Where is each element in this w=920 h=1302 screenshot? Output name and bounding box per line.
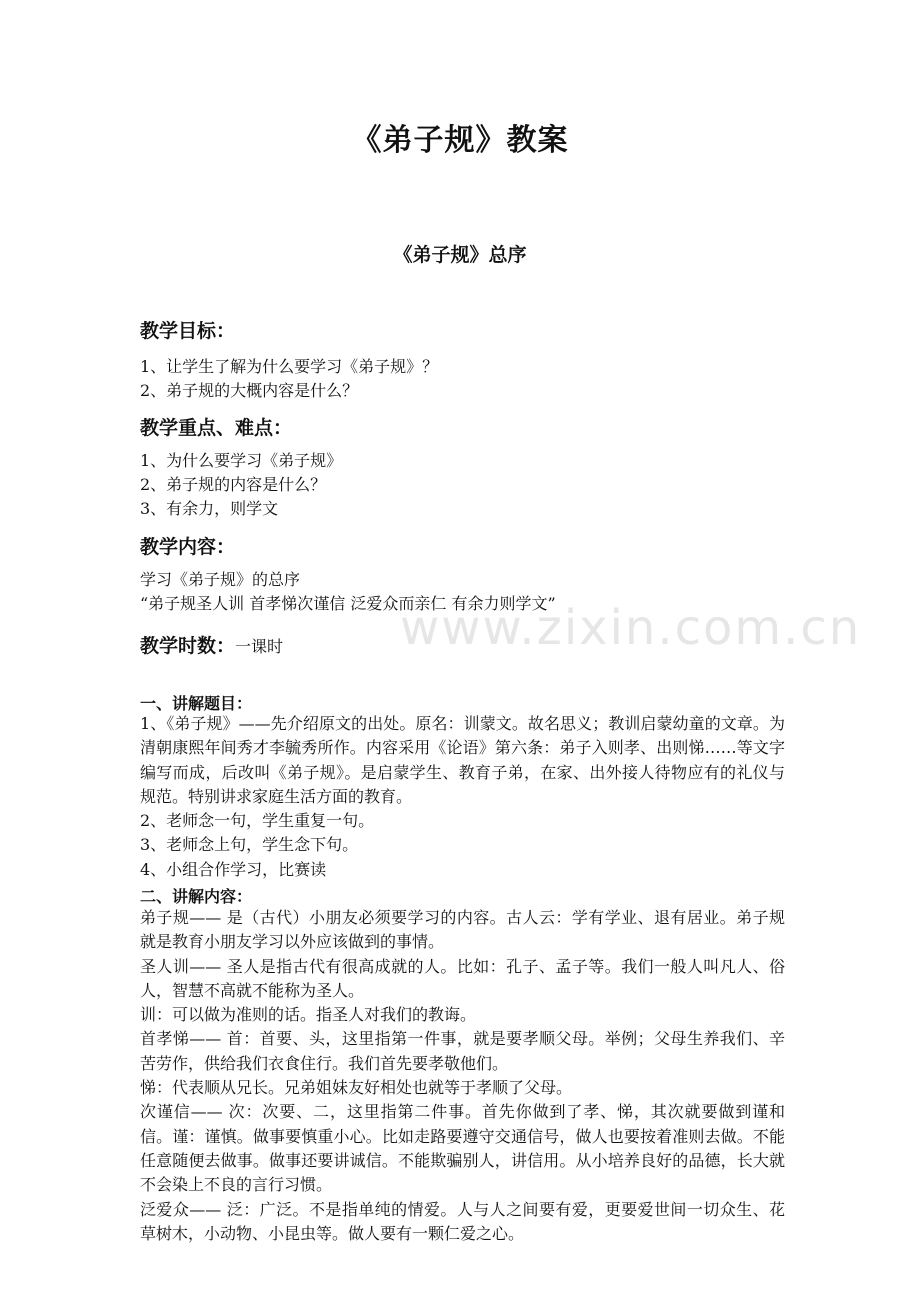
section2-heading: 二、讲解内容： bbox=[140, 887, 253, 906]
section2-para: 圣人训—— 圣人是指古代有很高成就的人。比如：孔子、孟子等。我们一般人叫凡人、俗人，智慧不高就不能称为圣人。 bbox=[140, 956, 785, 1000]
section2-para: 次谨信—— 次：次要、二，这里指第二件事。首先你做到了孝、悌，其次就要做到谨和信。谨：谨慎。做事要慎重小心。比如走路要遵守交通信号，做人也要按着准则去做。不能任意随便去做事。做事还要讲诚信。不能欺骗别人，讲信用。从小培养良好的品德，长大就不会染上不良的言行习惯。 bbox=[140, 1102, 785, 1195]
hours-heading: 教学时数： bbox=[140, 635, 236, 657]
goals-heading: 教学目标： bbox=[140, 320, 236, 342]
section2-para: 悌：代表顺从兄长。兄弟姐妹友好相处也就等于孝顺了父母。 bbox=[140, 1078, 573, 1098]
hours-value: 一课时 bbox=[235, 637, 284, 656]
keypoints-heading: 教学重点、难点： bbox=[140, 417, 293, 439]
document-subtitle: 《弟子规》总序 bbox=[393, 244, 527, 266]
section1-para: 3、老师念上句，学生念下句。 bbox=[140, 835, 359, 855]
section1-body bbox=[140, 712, 785, 882]
section2-para: 泛爱众—— 泛：广泛。不是指单纯的情爱。人与人之间要有爱，更要爱世间一切众生、花草树木，小动物、小昆虫等。做人要有一颗仁爱之心。 bbox=[140, 1199, 785, 1243]
section2-para: 首孝悌—— 首：首要、头，这里指第一件事，就是要孝顺父母。举例；父母生养我们、辛苦劳作，供给我们衣食住行。我们首先要孝敬他们。 bbox=[140, 1029, 785, 1073]
section2-body bbox=[140, 906, 785, 1246]
goals-item: 1、让学生了解为什么要学习《弟子规》？ bbox=[140, 357, 439, 376]
section2-para: 训：可以做为准则的话。指圣人对我们的教诲。 bbox=[140, 1005, 477, 1025]
section2-para: 弟子规—— 是（古代）小朋友必须要学习的内容。古人云：学有学业、退有居业。弟子规就是教育小朋友学习以外应该做到的事情。 bbox=[140, 908, 785, 952]
keypoints-item: 3、有余力，则学文 bbox=[140, 499, 279, 518]
contents-item: 学习《弟子规》的总序 bbox=[140, 570, 301, 589]
goals-list bbox=[140, 355, 785, 403]
section1-para: 4、小组合作学习，比赛读 bbox=[140, 859, 327, 879]
document-title: 《弟子规》教案 bbox=[351, 123, 569, 158]
keypoints-item: 2、弟子规的内容是什么？ bbox=[140, 475, 327, 494]
contents-list bbox=[140, 568, 785, 616]
section1-heading: 一、讲解题目： bbox=[140, 694, 253, 713]
contents-heading: 教学内容： bbox=[140, 536, 236, 558]
watermark: www.zixin.com.cn bbox=[400, 600, 862, 656]
goals-item: 2、弟子规的大概内容是什么？ bbox=[140, 381, 359, 400]
section1-para: 1、《弟子规》——先介绍原文的出处。原名：训蒙文。故名思义；教训启蒙幼童的文章。为清朝康熙年间秀才李毓秀所作。内容采用《论语》第六条：弟子入则孝、出则悌……等文字编写而成，后改叫《弟子规》。是启蒙学生、教育子弟，在家、出外接人待物应有的礼仪与规范。特别讲求家庭生活方面的教育。 bbox=[140, 714, 785, 806]
section1-para: 2、老师念一句，学生重复一句。 bbox=[140, 811, 375, 831]
hours-line bbox=[140, 631, 283, 658]
keypoints-list bbox=[140, 449, 785, 521]
keypoints-item: 1、为什么要学习《弟子规》 bbox=[140, 451, 343, 470]
contents-item: “弟子规圣人训 首孝悌次谨信 泛爱众而亲仁 有余力则学文” bbox=[140, 594, 556, 613]
